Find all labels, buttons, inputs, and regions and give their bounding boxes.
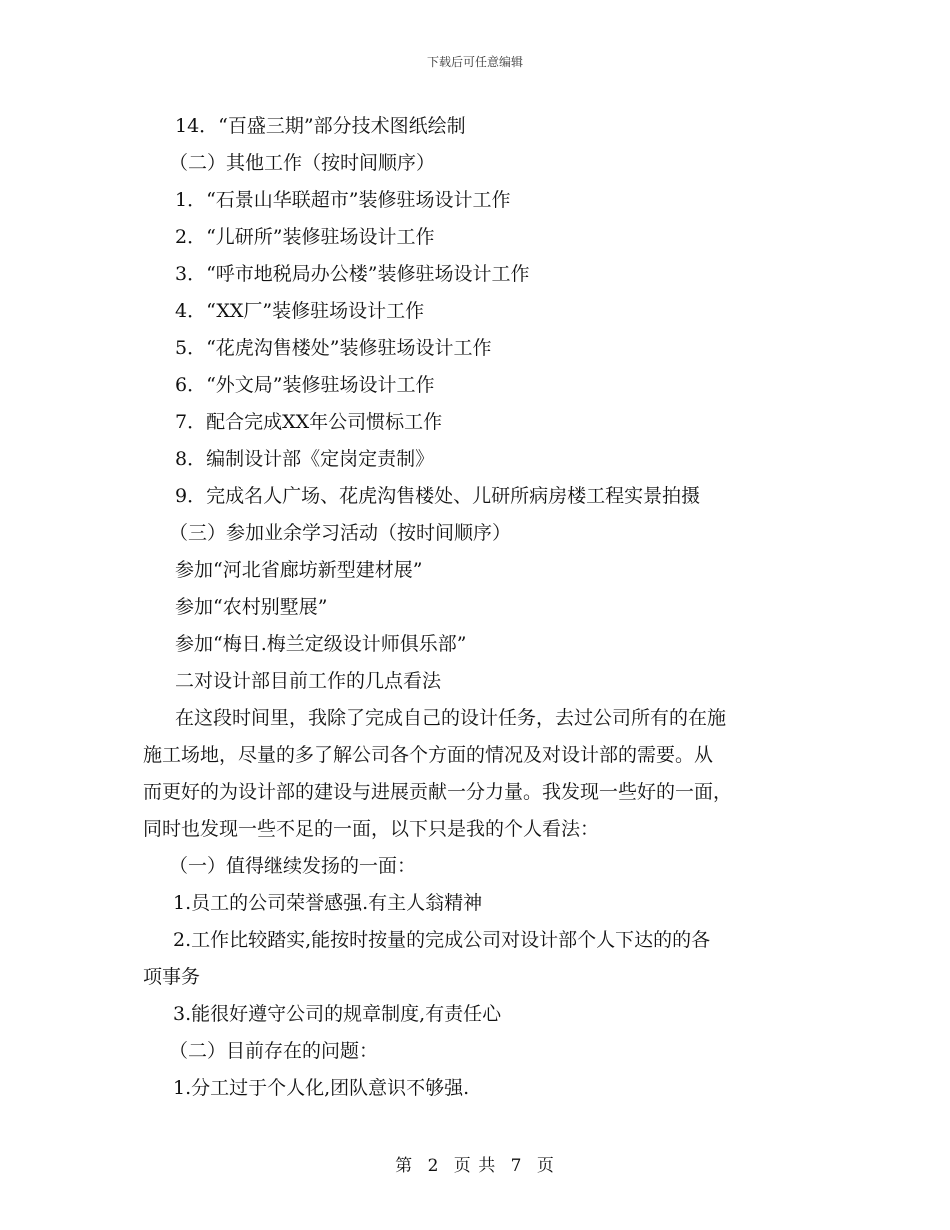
- document-body: [143, 108, 813, 1107]
- text-line: （二）其他工作（按时间顺序）: [169, 152, 436, 174]
- text-line: 施工场地，尽量的多了解公司各个方面的情况及对设计部的需要。从: [143, 744, 714, 766]
- text-line: 5．“花虎沟售楼处”装修驻场设计工作: [175, 337, 492, 359]
- text-line: 1.员工的公司荣誉感强.有主人翁精神: [173, 892, 483, 914]
- text-line: （二）目前存在的问题：: [169, 1040, 379, 1062]
- text-line: 1．“石景山华联超市”装修驻场设计工作: [175, 189, 511, 211]
- text-line: 同时也发现一些不足的一面，以下只是我的个人看法：: [143, 818, 600, 840]
- text-line: 6．“外文局”装修驻场设计工作: [175, 374, 435, 396]
- footer-prefix: 第: [395, 1156, 414, 1176]
- text-line: 参加“梅日.梅兰定级设计师俱乐部”: [175, 633, 467, 655]
- text-line: 4．“XX厂”装修驻场设计工作: [175, 300, 425, 322]
- text-line: 8．编制设计部《定岗定责制》: [175, 448, 435, 470]
- text-line: 3．“呼市地税局办公楼”装修驻场设计工作: [175, 263, 530, 285]
- text-line: 参加“农村别墅展”: [175, 596, 328, 618]
- page-footer: [0, 1151, 950, 1176]
- text-line: 9．完成名人广场、花虎沟售楼处、儿研所病房楼工程实景拍摄: [175, 485, 701, 507]
- text-line: 14．“百盛三期”部分技术图纸绘制: [175, 115, 466, 137]
- text-line: 参加“河北省廊坊新型建材展”: [175, 559, 423, 581]
- text-line: 在这段时间里，我除了完成自己的设计任务，去过公司所有的在施: [175, 707, 727, 729]
- text-line: 7．配合完成XX年公司惯标工作: [175, 411, 443, 433]
- text-line: （三）参加业余学习活动（按时间顺序）: [169, 522, 512, 544]
- page-header: 下载后可任意编辑: [426, 55, 523, 69]
- page-total: 7: [510, 1156, 523, 1176]
- text-line: 2．“儿研所”装修驻场设计工作: [175, 226, 435, 248]
- page-number: 2: [427, 1156, 440, 1176]
- text-line: 2.工作比较踏实,能按时按量的完成公司对设计部个人下达的的各: [173, 929, 711, 951]
- footer-suffix: 页: [536, 1156, 555, 1176]
- text-line: 二对设计部目前工作的几点看法: [175, 670, 442, 692]
- text-line: 项事务: [143, 966, 201, 988]
- text-line: （一）值得继续发扬的一面：: [169, 855, 417, 877]
- text-line: 1.分工过于个人化,团队意识不够强.: [173, 1077, 470, 1099]
- text-line: 3.能很好遵守公司的规章制度,有责任心: [173, 1003, 502, 1025]
- footer-mid: 页 共: [453, 1156, 497, 1176]
- text-line: 而更好的为设计部的建设与进展贡献一分力量。我发现一些好的一面，: [143, 781, 733, 803]
